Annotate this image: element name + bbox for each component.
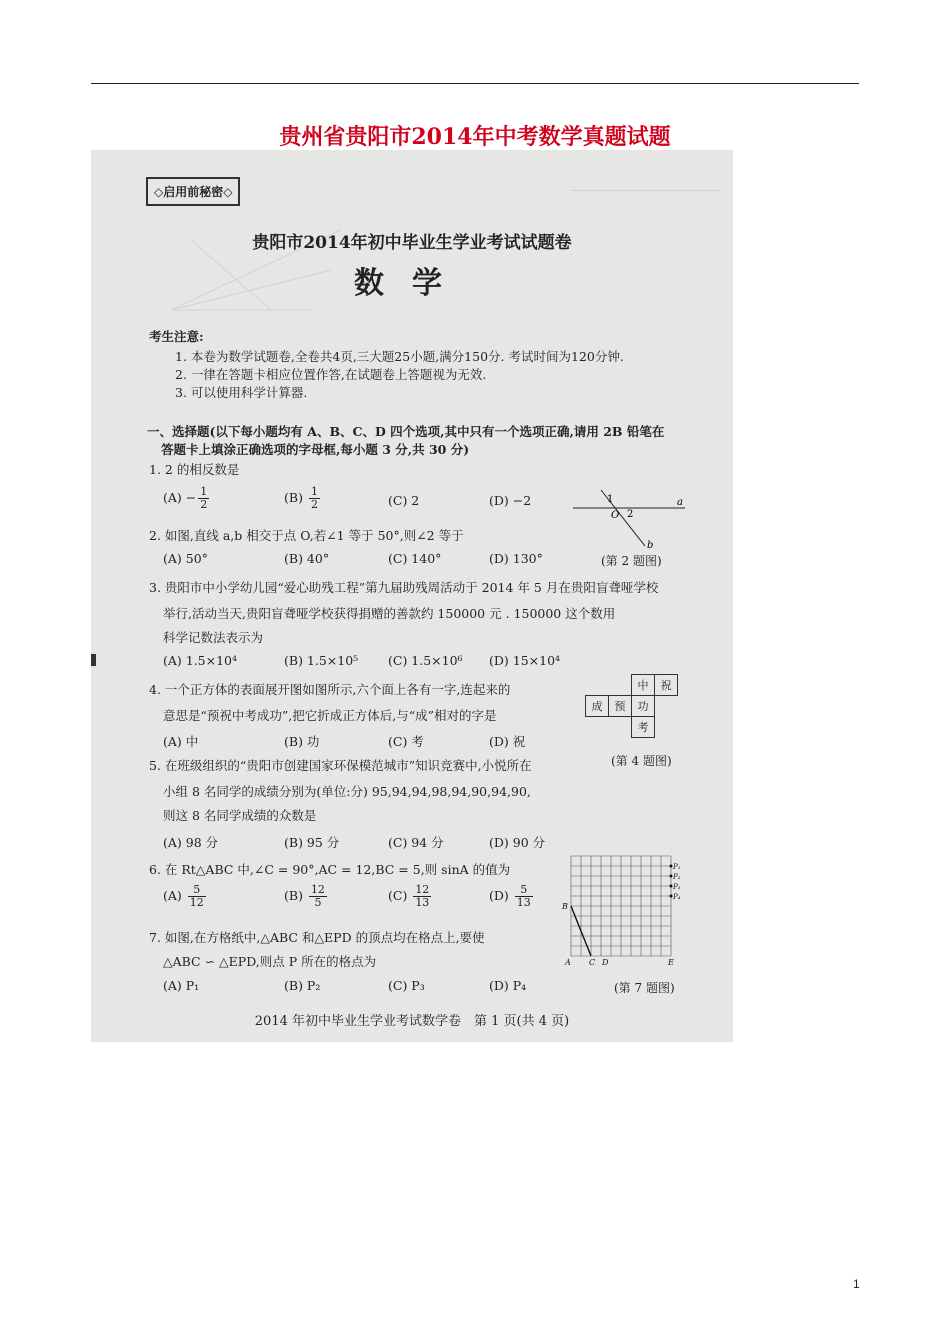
question-5-stem-cont: 则这 8 名同学成绩的众数是	[163, 808, 317, 823]
q2-figure-caption: (第 2 题图)	[601, 554, 662, 568]
q3-option-b: (B) 1.5×10⁵	[284, 653, 359, 668]
exam-page-footer: 2014 年初中毕业生学业考试数学卷 第 1 页(共 4 页)	[254, 1014, 570, 1029]
line-b-label: b	[647, 540, 654, 550]
q6-option-b	[284, 884, 329, 909]
q2-option-a: (A) 50°	[163, 551, 208, 566]
fraction: $\frac{1}{2}$	[310, 485, 318, 511]
q7-option-c: (C) P₃	[388, 978, 425, 993]
net-face: 功	[632, 696, 655, 717]
question-6-stem: 6. 在 Rt△ABC 中,∠C = 90°,AC = 12,BC = 5,则 sinA 的值为	[149, 862, 511, 877]
option-label: (D)	[489, 888, 509, 903]
grid-point-label: E	[668, 958, 674, 967]
grid-point-p-label: P₄	[673, 893, 681, 901]
question-3-stem-cont: 科学记数法表示为	[163, 630, 264, 645]
grid-point-label: B	[562, 902, 568, 911]
net-face: 祝	[655, 675, 678, 696]
q3-option-a: (A) 1.5×10⁴	[163, 653, 238, 668]
question-3-stem-cont: 举行,活动当天,贵阳盲聋哑学校获得捐赠的善款约 150000 元 . 150000 这个数用	[163, 606, 616, 621]
q4-option-b: (B) 功	[284, 734, 320, 749]
question-4-stem-cont: 意思是“预祝中考成功”,把它折成正方体后,与“成”相对的字是	[163, 708, 497, 723]
notice-item: 3. 可以使用科学计算器.	[175, 385, 308, 400]
q5-option-b: (B) 95 分	[284, 835, 340, 850]
q3-option-d: (D) 15×10⁴	[489, 653, 561, 668]
fraction: $\frac{12}{5}$	[310, 883, 325, 909]
fraction: $\frac{5}{13}$	[516, 883, 531, 909]
q5-option-c: (C) 94 分	[388, 835, 444, 850]
notice-item: 2. 一律在答题卡相应位置作答,在试题卷上答题视为无效.	[175, 367, 487, 382]
angle-2-label: 2	[627, 509, 634, 520]
q6-option-c	[388, 884, 433, 909]
q2-option-d: (D) 130°	[489, 551, 543, 566]
q1-option-c: (C) 2	[388, 493, 420, 508]
grid-point-label: A	[565, 958, 571, 967]
fraction: $\frac{5}{12}$	[189, 883, 204, 909]
point-o-label: O	[611, 510, 620, 521]
angle-1-label: 1	[607, 494, 614, 505]
q4-option-a: (A) 中	[163, 734, 199, 749]
fraction: $\frac{1}{2}$	[200, 485, 208, 511]
scanned-exam-page	[91, 150, 733, 1042]
q3-option-c: (C) 1.5×10⁶	[388, 653, 463, 668]
question-7-stem: 7. 如图,在方格纸中,△ABC 和△EPD 的顶点均在格点上,要使	[149, 930, 485, 945]
question-4-stem: 4. 一个正方体的表面展开图如图所示,六个面上各有一字,连起来的	[149, 682, 511, 697]
net-face: 成	[586, 696, 609, 717]
section-heading: 一、选择题(以下每小题均有 A、B、C、D 四个选项,其中只有一个选项正确,请用 2B 铅笔在	[147, 424, 665, 439]
document-title: 贵州省贵阳市2014年中考数学真题试题	[279, 124, 671, 150]
question-1-stem: 1. 2 的相反数是	[149, 462, 240, 477]
option-label: (B)	[284, 888, 303, 903]
question-7-stem-cont: △ABC ∽ △EPD,则点 P 所在的格点为	[163, 954, 377, 969]
q7-grid-figure	[561, 848, 681, 968]
q4-option-c: (C) 考	[388, 734, 424, 749]
header-rule	[91, 83, 859, 84]
q7-option-b: (B) P₂	[284, 978, 321, 993]
page-number: 1	[853, 1277, 860, 1291]
q4-cube-net-figure	[585, 674, 678, 738]
q5-option-d: (D) 90 分	[489, 835, 546, 850]
q7-option-d: (D) P₄	[489, 978, 527, 993]
scan-edge-mark	[91, 654, 96, 666]
grid-point-p-label: P₃	[673, 883, 681, 891]
net-face: 中	[632, 675, 655, 696]
q6-option-a	[163, 884, 208, 909]
grid-point-label: C	[589, 958, 596, 967]
confidential-label: ◇启用前秘密◇	[146, 177, 240, 206]
question-3-stem: 3. 贵阳市中小学幼儿园“爱心助残工程”第九届助残周活动于 2014 年 5 月在贵阳盲聋哑学校	[149, 580, 659, 595]
q7-option-a: (A) P₁	[163, 978, 200, 993]
option-label: (A)	[163, 888, 182, 903]
section-heading-cont: 答题卡上填涂正确选项的字母框,每小题 3 分,共 30 分)	[161, 442, 470, 457]
fraction: $\frac{12}{13}$	[415, 883, 430, 909]
question-5-stem: 5. 在班级组织的“贵阳市创建国家环保模范城市”知识竞赛中,小悦所在	[149, 758, 532, 773]
option-label: (B)	[284, 490, 303, 505]
q1-option-d: (D) −2	[489, 493, 532, 508]
question-2-stem: 2. 如图,直线 a,b 相交于点 O,若∠1 等于 50°,则∠2 等于	[149, 528, 464, 543]
net-face: 考	[632, 717, 655, 738]
q4-figure-caption: (第 4 题图)	[611, 754, 672, 768]
q2-option-b: (B) 40°	[284, 551, 330, 566]
notice-heading: 考生注意:	[149, 329, 204, 344]
exam-title: 贵阳市2014年初中毕业生学业考试试题卷	[252, 233, 572, 253]
q1-option-b	[284, 486, 322, 511]
question-5-stem-cont: 小组 8 名同学的成绩分别为(单位:分) 95,94,94,98,94,90,94,90,	[163, 784, 531, 799]
subject-title: 数学	[354, 266, 470, 301]
q1-option-a	[163, 486, 211, 511]
minus-sign: −	[185, 490, 197, 505]
grid-point-label: D	[602, 958, 609, 967]
q2-option-c: (C) 140°	[388, 551, 442, 566]
q6-option-d	[489, 884, 535, 909]
grid-point-p-label: P₂	[673, 873, 681, 881]
net-face: 预	[609, 696, 632, 717]
option-label: (C)	[388, 888, 408, 903]
option-label: (A)	[163, 490, 182, 505]
q2-intersecting-lines-figure	[569, 488, 689, 550]
grid-point-p-label: P₁	[673, 863, 681, 871]
q5-option-a: (A) 98 分	[163, 835, 219, 850]
q7-figure-caption: (第 7 题图)	[614, 981, 675, 995]
line-a-label: a	[677, 497, 683, 508]
q4-option-d: (D) 祝	[489, 734, 526, 749]
notice-item: 1. 本卷为数学试题卷,全卷共4页,三大题25小题,满分150分. 考试时间为120分钟.	[175, 349, 624, 364]
